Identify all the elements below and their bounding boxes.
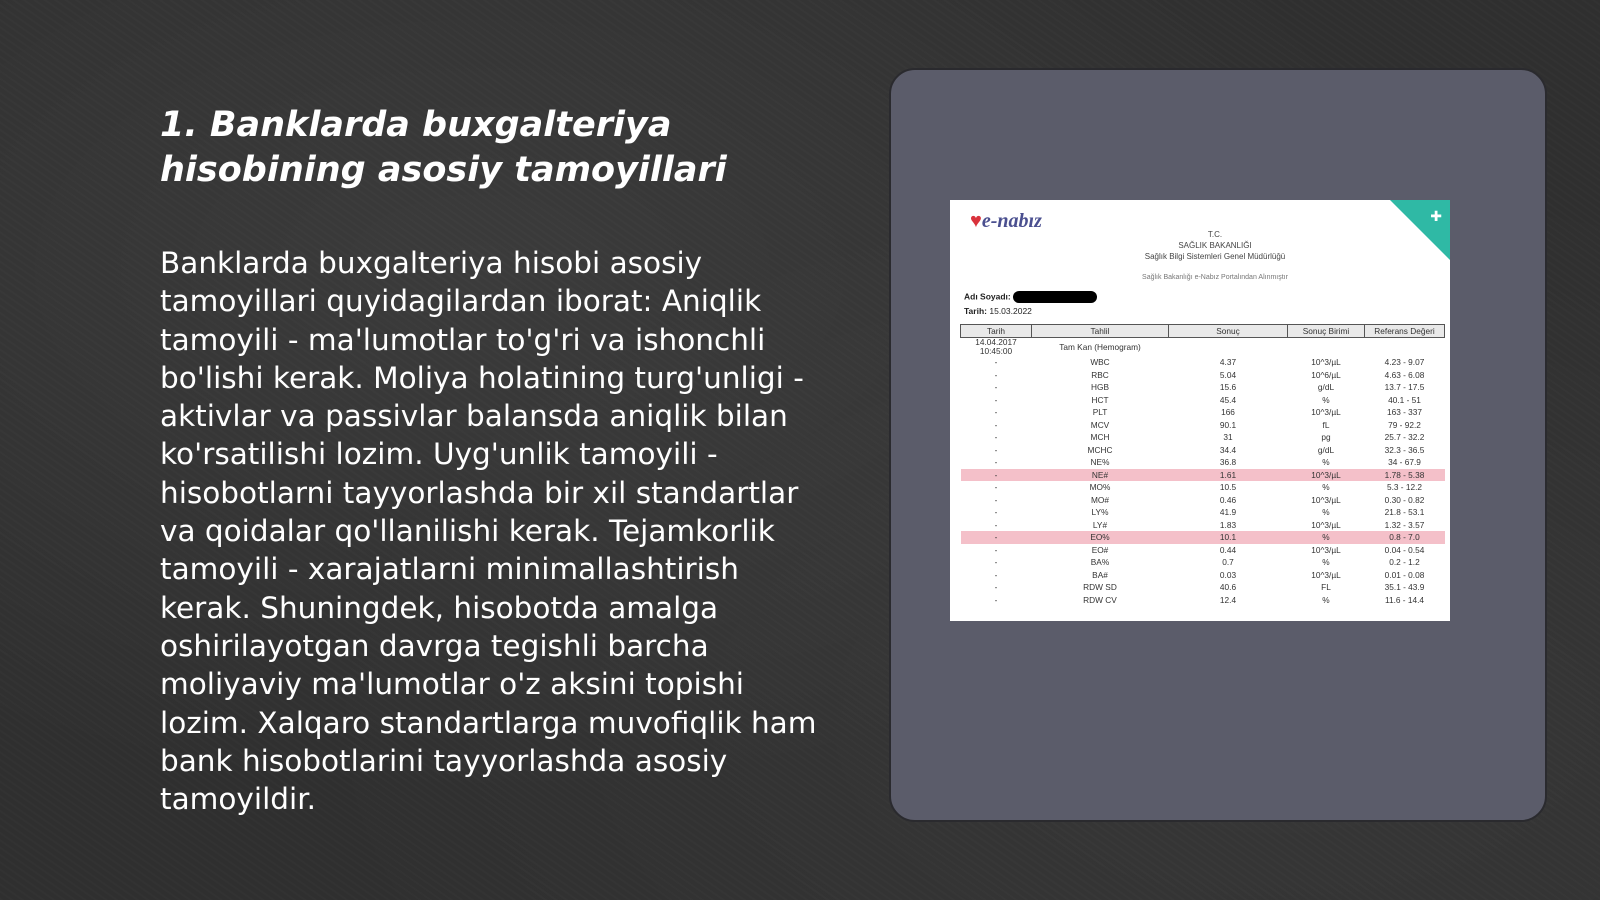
row-result: 12.4: [1219, 594, 1237, 605]
table-row: [961, 419, 1445, 432]
row-date: -: [994, 482, 998, 493]
row-reference: 35.1 - 43.9: [1384, 582, 1425, 593]
row-unit: 10^3/µL: [1311, 494, 1341, 505]
row-reference: 5.3 - 12.2: [1386, 482, 1423, 493]
test-date: 14.04.2017: [975, 337, 1017, 347]
table-row: [961, 544, 1445, 557]
row-test-name: PLT: [1092, 407, 1108, 418]
row-test-name: MCHC: [1087, 444, 1113, 455]
row-unit: 10^3/µL: [1311, 569, 1341, 580]
table-row: [961, 469, 1445, 482]
row-date: -: [994, 544, 998, 555]
row-date: -: [961, 531, 1032, 544]
row-result: 4.37: [1219, 357, 1237, 368]
row-test-name: MO%: [1089, 482, 1111, 493]
row-test-name: BA%: [1090, 557, 1110, 568]
row-result: 90.1: [1219, 419, 1237, 430]
row-test-name: MO#: [1091, 494, 1109, 505]
row-reference: 32.3 - 36.5: [1384, 444, 1425, 455]
row-result: 36.8: [1219, 457, 1237, 468]
row-reference: 0.2 - 1.2: [1389, 557, 1420, 568]
row-date: -: [994, 519, 998, 530]
enabiz-logo: ♥e-nabız: [970, 210, 1042, 232]
row-unit: %: [1322, 394, 1330, 405]
col-header-unit: Sonuç Birimi: [1288, 325, 1365, 338]
row-reference: 1.78 - 5.38: [1365, 469, 1445, 482]
row-result: 0.7: [1222, 557, 1234, 568]
row-test-name: NE%: [1090, 457, 1110, 468]
table-row: [961, 594, 1445, 607]
row-date: -: [994, 369, 998, 380]
row-result: 0.46: [1219, 494, 1237, 505]
row-test-name: HGB: [1091, 382, 1109, 393]
row-unit: %: [1288, 531, 1365, 544]
row-unit: FL: [1321, 582, 1331, 593]
row-date: -: [994, 582, 998, 593]
row-date: -: [994, 394, 998, 405]
row-unit: %: [1322, 557, 1330, 568]
test-time: 10:45:00: [979, 346, 1013, 356]
name-label: Adı Soyadı:: [964, 291, 1011, 302]
row-result: 40.6: [1219, 582, 1237, 593]
row-test-name: EO%: [1032, 531, 1169, 544]
row-result: 45.4: [1219, 394, 1237, 405]
row-test-name: HCT: [1091, 394, 1109, 405]
row-test-name: LY%: [1091, 507, 1109, 518]
row-result: 34.4: [1219, 444, 1237, 455]
row-unit: %: [1322, 594, 1330, 605]
row-date: -: [994, 507, 998, 518]
header-line-1: T.C.: [1207, 230, 1223, 239]
row-test-name: RDW CV: [1083, 594, 1117, 605]
table-row: [961, 406, 1445, 419]
row-result: 0.03: [1219, 569, 1237, 580]
row-unit: 10^3/µL: [1311, 357, 1341, 368]
row-reference: 21.8 - 53.1: [1384, 507, 1425, 518]
row-test-name: NE#: [1032, 469, 1169, 482]
row-date: -: [994, 382, 998, 393]
table-row: [961, 369, 1445, 382]
row-result: 31: [1223, 432, 1233, 443]
row-date: -: [994, 407, 998, 418]
row-reference: 79 - 92.2: [1388, 419, 1421, 430]
row-unit: g/dL: [1317, 382, 1335, 393]
row-reference: 4.23 - 9.07: [1384, 357, 1425, 368]
row-result: 10.5: [1219, 482, 1237, 493]
slide-body-text: Banklarda buxgalteriya hisobi asosiy tamoyillari quyidagilardan iborat: Aniqlik tamoyili - ma'lumotlar to'g'ri va ishonchli bo'lishi kerak. Moliya holatining turg'unligi - aktivlar va passivlar balansda aniqlik bilan ko'rsatilishi lozim. Uyg'unlik tamoyili - hisobotlarni tayyorlashda bir xil standartlar va qoidalar qo'llanilishi kerak. Tejamkorlik tamoyili - xarajatlarni minimallashtirish kerak. Shuningdek, hisobotda amalga oshirilayotgan davrga tegishli barcha moliyaviy ma'lumotlar o'z aksini topishi lozim. Xalqaro standartlarga muvofiqlik ham bank hisobotlarini tayyorlashda asosiy tamoyildir.: [160, 246, 817, 817]
table-row: [961, 531, 1445, 544]
row-unit: %: [1322, 507, 1330, 518]
test-group-row: [961, 338, 1445, 357]
row-unit: 10^6/µL: [1311, 369, 1341, 380]
row-test-name: MCV: [1090, 419, 1110, 430]
row-unit: 10^3/µL: [1311, 407, 1341, 418]
row-reference: 0.01 - 0.08: [1384, 569, 1425, 580]
table-row: [961, 506, 1445, 519]
table-row: [961, 581, 1445, 594]
table-row: [961, 519, 1445, 532]
row-test-name: WBC: [1090, 357, 1110, 368]
header-line-4: Sağlık Bakanlığı e-Nabız Portalından Alınmıştır: [1142, 274, 1288, 281]
patient-name-row: [964, 291, 1097, 303]
row-date: -: [994, 357, 998, 368]
row-result: 0.44: [1219, 544, 1237, 555]
row-date: -: [961, 469, 1032, 482]
row-date: -: [994, 457, 998, 468]
row-reference: 0.8 - 7.0: [1365, 531, 1445, 544]
row-unit: 10^3/µL: [1288, 469, 1365, 482]
report-date-row: [964, 306, 1032, 316]
row-result: 1.83: [1219, 519, 1237, 530]
row-date: -: [994, 569, 998, 580]
slide-title: 1. Banklarda buxgalteriya hisobining asosiy tamoyillari: [160, 105, 727, 190]
row-result: 15.6: [1219, 382, 1237, 393]
heart-icon: ♥: [970, 210, 982, 232]
row-test-name: LY#: [1092, 519, 1108, 530]
row-reference: 0.04 - 0.54: [1384, 544, 1425, 555]
row-unit: 10^3/µL: [1311, 519, 1341, 530]
header-line-2: SAĞLIK BAKANLIĞI: [1178, 241, 1252, 250]
row-reference: 25.7 - 32.2: [1384, 432, 1425, 443]
row-test-name: EO#: [1091, 544, 1109, 555]
table-header-row: [961, 325, 1445, 338]
row-reference: 1.32 - 3.57: [1384, 519, 1425, 530]
row-unit: pg: [1321, 432, 1331, 443]
lab-report-image: [950, 200, 1450, 621]
date-label: Tarih:: [964, 306, 987, 316]
row-test-name: RBC: [1091, 369, 1109, 380]
table-row: [961, 569, 1445, 582]
row-result: 166: [1221, 407, 1235, 418]
row-test-name: BA#: [1092, 569, 1108, 580]
row-unit: %: [1322, 482, 1330, 493]
row-reference: 0.30 - 0.82: [1384, 494, 1425, 505]
ministry-emblem-icon: ✚: [1430, 208, 1442, 224]
table-row: [961, 481, 1445, 494]
row-result: 5.04: [1219, 369, 1237, 380]
test-name: Tam Kan (Hemogram): [1059, 342, 1141, 352]
col-header-reference: Referans Değeri: [1365, 325, 1445, 338]
row-result: 10.1: [1169, 531, 1288, 544]
test-datetime: [961, 338, 1032, 357]
col-header-test: Tahlil: [1032, 325, 1169, 338]
row-date: -: [994, 557, 998, 568]
row-reference: 163 - 337: [1386, 407, 1423, 418]
row-reference: 34 - 67.9: [1388, 457, 1421, 468]
row-date: -: [994, 494, 998, 505]
hemogram-table: [960, 324, 1445, 606]
row-test-name: RDW SD: [1083, 582, 1117, 593]
header-line-3: Sağlık Bilgi Sistemleri Genel Müdürlüğü: [1144, 252, 1286, 261]
table-row: [961, 494, 1445, 507]
row-unit: 10^3/µL: [1311, 544, 1341, 555]
row-date: -: [994, 432, 998, 443]
row-date: -: [994, 444, 998, 455]
table-row: [961, 444, 1445, 457]
table-row: [961, 356, 1445, 369]
row-unit: g/dL: [1317, 444, 1335, 455]
redacted-name: [1013, 291, 1097, 303]
row-reference: 4.63 - 6.08: [1384, 369, 1425, 380]
table-row: [961, 431, 1445, 444]
row-test-name: MCH: [1090, 432, 1110, 443]
row-reference: 40.1 - 51: [1388, 394, 1421, 405]
date-value: 15.03.2022: [989, 306, 1032, 316]
row-date: -: [994, 419, 998, 430]
table-row: [961, 456, 1445, 469]
row-result: 41.9: [1219, 507, 1237, 518]
row-unit: %: [1322, 457, 1330, 468]
table-row: [961, 394, 1445, 407]
row-reference: 13.7 - 17.5: [1384, 382, 1425, 393]
col-header-result: Sonuç: [1169, 325, 1288, 338]
row-unit: fL: [1322, 419, 1330, 430]
table-row: [961, 556, 1445, 569]
col-header-date: Tarih: [961, 325, 1032, 338]
row-result: 1.61: [1169, 469, 1288, 482]
row-date: -: [994, 594, 998, 605]
table-row: [961, 381, 1445, 394]
row-reference: 11.6 - 14.4: [1384, 594, 1425, 605]
